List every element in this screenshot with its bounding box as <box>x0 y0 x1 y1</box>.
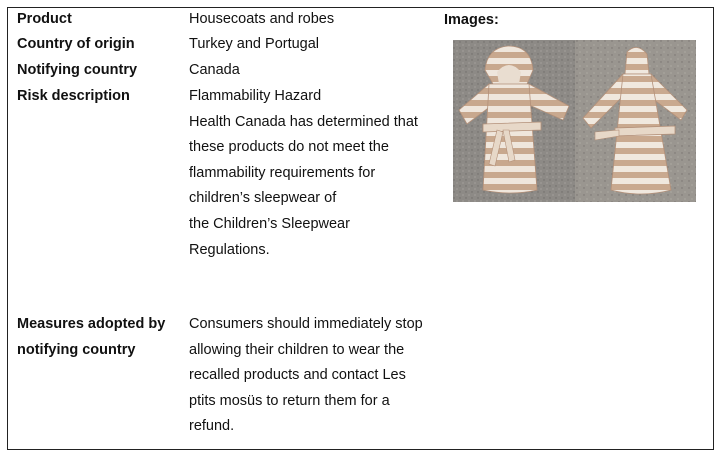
measures-label-line: notifying country <box>17 341 136 358</box>
risk-line: Regulations. <box>189 241 270 258</box>
measures-text <box>189 312 423 440</box>
robe-front-photo <box>453 40 575 202</box>
country-of-origin-value: Turkey and Portugal <box>189 36 320 52</box>
notifying-country-value: Canada <box>189 62 240 78</box>
risk-description-text <box>189 84 418 263</box>
measures-line: refund. <box>189 418 235 435</box>
risk-line: the Children’s Sleepwear <box>189 215 350 232</box>
risk-line: these products do not meet the <box>189 139 389 156</box>
risk-line: Health Canada has determined that <box>189 113 418 130</box>
measures-label-line: Measures adopted by <box>17 316 166 332</box>
risk-description-label: Risk description <box>17 88 130 104</box>
measures-line: Consumers should immediately stop <box>189 316 423 332</box>
notifying-country-label: Notifying country <box>17 62 138 78</box>
measures-line: ptits mosüs to return them for a <box>189 392 390 409</box>
images-label: Images: <box>444 12 499 28</box>
risk-line: Flammability Hazard <box>189 88 322 104</box>
risk-line: flammability requirements for <box>189 164 376 181</box>
product-label: Product <box>17 11 72 27</box>
country-of-origin-label: Country of origin <box>17 36 135 52</box>
robe-back-photo <box>575 40 696 202</box>
measures-line: recalled products and contact Les <box>189 367 406 384</box>
risk-line: children’s sleepwear of <box>189 190 337 207</box>
product-value: Housecoats and robes <box>189 11 335 27</box>
measures-line: allowing their children to wear the <box>189 341 405 358</box>
measures-label <box>17 312 165 363</box>
